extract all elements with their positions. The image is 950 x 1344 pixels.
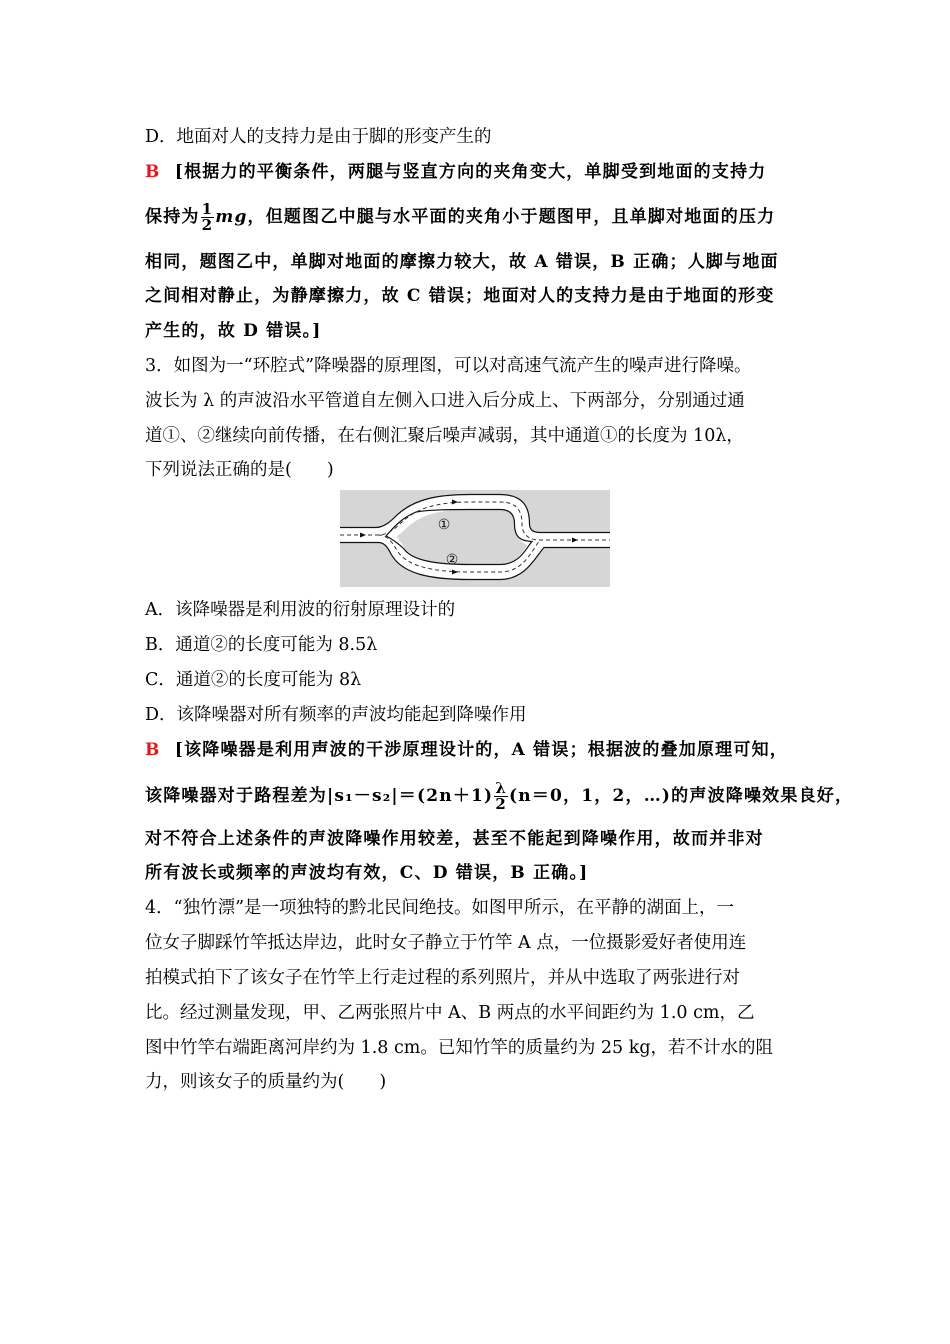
- q2-exp-text-1: [根据力的平衡条件，两腿与竖直方向的夹角变大，单脚受到地面的支持力: [174, 162, 767, 182]
- q2-explanation-line-2: [145, 202, 775, 233]
- q3-stem-line-4: 下列说法正确的是( ): [145, 460, 334, 480]
- q3-option-c: C．通道②的长度可能为 8λ: [145, 670, 362, 690]
- q2-answer-letter: B: [145, 162, 161, 182]
- q2-exp-text-2-post: ，但题图乙中腿与水平面的夹角小于题图甲，且单脚对地面的压力: [247, 207, 776, 227]
- fraction-numerator: 1: [201, 200, 214, 218]
- q3-explanation-line-2: [145, 781, 853, 812]
- q2-explanation-line-4: 之间相对静止，为静摩擦力，故 C 错误；地面对人的支持力是由于地面的形变: [145, 286, 775, 306]
- q4-stem-line-1: 4．“独竹漂”是一项独特的黔北民间绝技。如图甲所示，在平静的湖面上，一: [145, 898, 735, 918]
- q2-option-d: D．地面对人的支持力是由于脚的形变产生的: [145, 127, 492, 147]
- q4-stem-line-5: 图中竹竿右端距离河岸约为 1.8 cm。已知竹竿的质量约为 25 kg，若不计水的阻: [145, 1038, 774, 1058]
- q2-explanation-line-3: 相同，题图乙中，单脚对地面的摩擦力较大，故 A 错误，B 正确；人脚与地面: [145, 252, 779, 272]
- q4-stem-line-4: 比。经过测量发现，甲、乙两张照片中 A、B 两点的水平间距约为 1.0 cm，乙: [145, 1003, 755, 1023]
- q3-exp-text-1: [该降噪器是利用声波的干涉原理设计的，A 错误；根据波的叠加原理可知，: [174, 740, 788, 760]
- q3-option-d: D．该降噪器对所有频率的声波均能起到降噪作用: [145, 705, 527, 725]
- q3-explanation-line-1: [145, 738, 788, 762]
- q3-option-b: B．通道②的长度可能为 8.5λ: [145, 635, 378, 655]
- q2-explanation-line-5: 产生的，故 D 错误。]: [145, 321, 322, 341]
- q3-option-a: A．该降噪器是利用波的衍射原理设计的: [145, 600, 456, 620]
- q2-explanation-line-1: [145, 160, 766, 184]
- q3-stem-line-2: 波长为 λ 的声波沿水平管道自左侧入口进入后分成上、下两部分，分别通过通: [145, 391, 745, 411]
- q3-exp-text-2-post: (n＝0，1，2，…)的声波降噪效果良好，: [509, 786, 854, 806]
- q3-explanation-line-4: 所有波长或频率的声波均有效，C、D 错误，B 正确。]: [145, 863, 589, 883]
- fraction-one-half: [201, 202, 215, 233]
- channel-2-label: ②: [445, 552, 459, 568]
- fraction-denominator: 2: [495, 795, 507, 813]
- q3-stem-line-1: 3．如图为一“环腔式”降噪器的原理图，可以对高速气流产生的噪声进行降噪。: [145, 356, 752, 376]
- q4-stem-line-3: 拍模式拍下了该女子在竹竿上行走过程的系列照片，并从中选取了两张进行对: [145, 968, 740, 988]
- q3-answer-letter: B: [145, 740, 161, 760]
- q4-stem-line-2: 位女子脚踩竹竿抵达岸边，此时女子静立于竹竿 A 点，一位摄影爱好者使用连: [145, 933, 747, 953]
- mg-symbol: mg: [215, 207, 248, 227]
- q4-stem-line-6: 力，则该女子的质量约为( ): [145, 1072, 387, 1092]
- fraction-lambda-half: [494, 781, 508, 812]
- q3-explanation-line-3: 对不符合上述条件的声波降噪作用较差，甚至不能起到降噪作用，故而并非对: [145, 829, 764, 849]
- q2-exp-text-2-pre: 保持为: [145, 207, 200, 227]
- q3-exp-text-2-pre: 该降噪器对于路程差为|s₁－s₂|＝(2n＋1): [145, 786, 494, 806]
- noise-reducer-diagram: [340, 490, 610, 587]
- fraction-denominator: 2: [201, 216, 214, 234]
- q3-stem-line-3: 道①、②继续向前传播，在右侧汇聚后噪声减弱，其中通道①的长度为 10λ，: [145, 426, 744, 446]
- channel-1-label: ①: [437, 517, 451, 533]
- fraction-numerator: λ: [495, 779, 508, 797]
